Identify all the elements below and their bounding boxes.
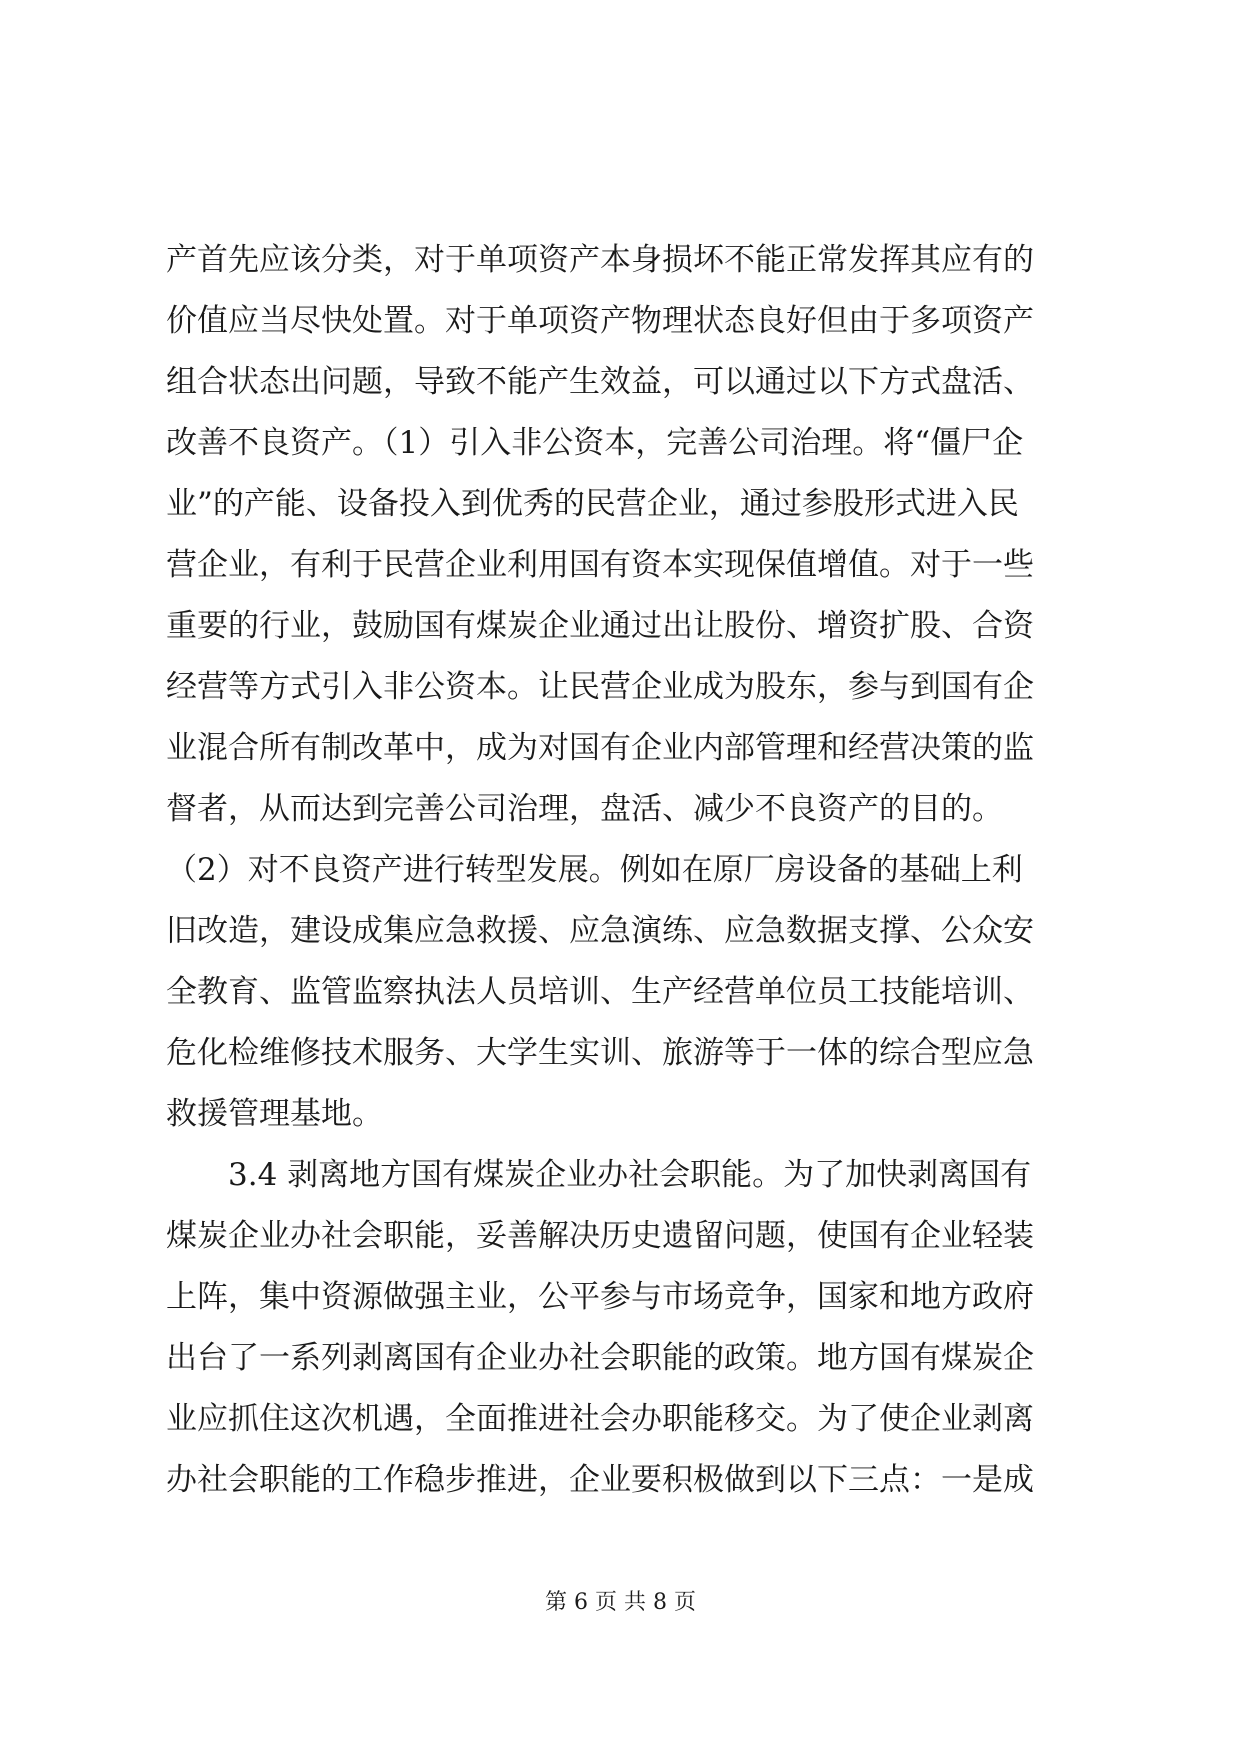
text-line: 危化检维修技术服务、大学生实训、旅游等于一体的综合型应急: [166, 1035, 1034, 1071]
text-line: 价值应当尽快处置。对于单项资产物理状态良好但由于多项资产: [166, 303, 1034, 339]
text-line: 督者，从而达到完善公司治理，盘活、减少不良资产的目的。: [166, 791, 1003, 827]
text-line: 经营等方式引入非公资本。让民营企业成为股东，参与到国有企: [166, 669, 1034, 705]
text-line: 营企业，有利于民营企业利用国有资本实现保值增值。对于一些: [166, 547, 1034, 583]
text-line: 救援管理基地。: [166, 1096, 383, 1132]
text-line: 改善不良资产。（1）引入非公资本，完善公司治理。将“僵尸企: [166, 425, 1024, 461]
text-line: 组合状态出问题，导致不能产生效益，可以通过以下方式盘活、: [166, 364, 1034, 400]
text-line: 业混合所有制改革中，成为对国有企业内部管理和经营决策的监: [166, 730, 1034, 766]
text-line: 上阵，集中资源做强主业，公平参与市场竞争，国家和地方政府: [166, 1279, 1034, 1315]
text-line: 3.4 剥离地方国有煤炭企业办社会职能。为了加快剥离国有: [228, 1157, 1032, 1193]
text-line: 业”的产能、设备投入到优秀的民营企业，通过参股形式进入民: [166, 486, 1019, 522]
text-line: 办社会职能的工作稳步推进，企业要积极做到以下三点：一是成: [166, 1462, 1034, 1498]
text-line: 产首先应该分类，对于单项资产本身损坏不能正常发挥其应有的: [166, 242, 1034, 278]
text-line: 全教育、监管监察执法人员培训、生产经营单位员工技能培训、: [166, 974, 1034, 1010]
text-line: 业应抓住这次机遇，全面推进社会办职能移交。为了使企业剥离: [166, 1401, 1034, 1437]
text-line: 重要的行业，鼓励国有煤炭企业通过出让股份、增资扩股、合资: [166, 608, 1034, 644]
body-text: [166, 230, 1086, 1511]
text-line: 煤炭企业办社会职能，妥善解决历史遗留问题，使国有企业轻装: [166, 1218, 1034, 1254]
page-number-footer: 第 6 页 共 8 页: [545, 1590, 696, 1615]
text-line: 旧改造，建设成集应急救援、应急演练、应急数据支撑、公众安: [166, 913, 1034, 949]
text-line: 出台了一系列剥离国有企业办社会职能的政策。地方国有煤炭企: [166, 1340, 1034, 1376]
text-line: （2）对不良资产进行转型发展。例如在原厂房设备的基础上利: [166, 852, 1023, 888]
